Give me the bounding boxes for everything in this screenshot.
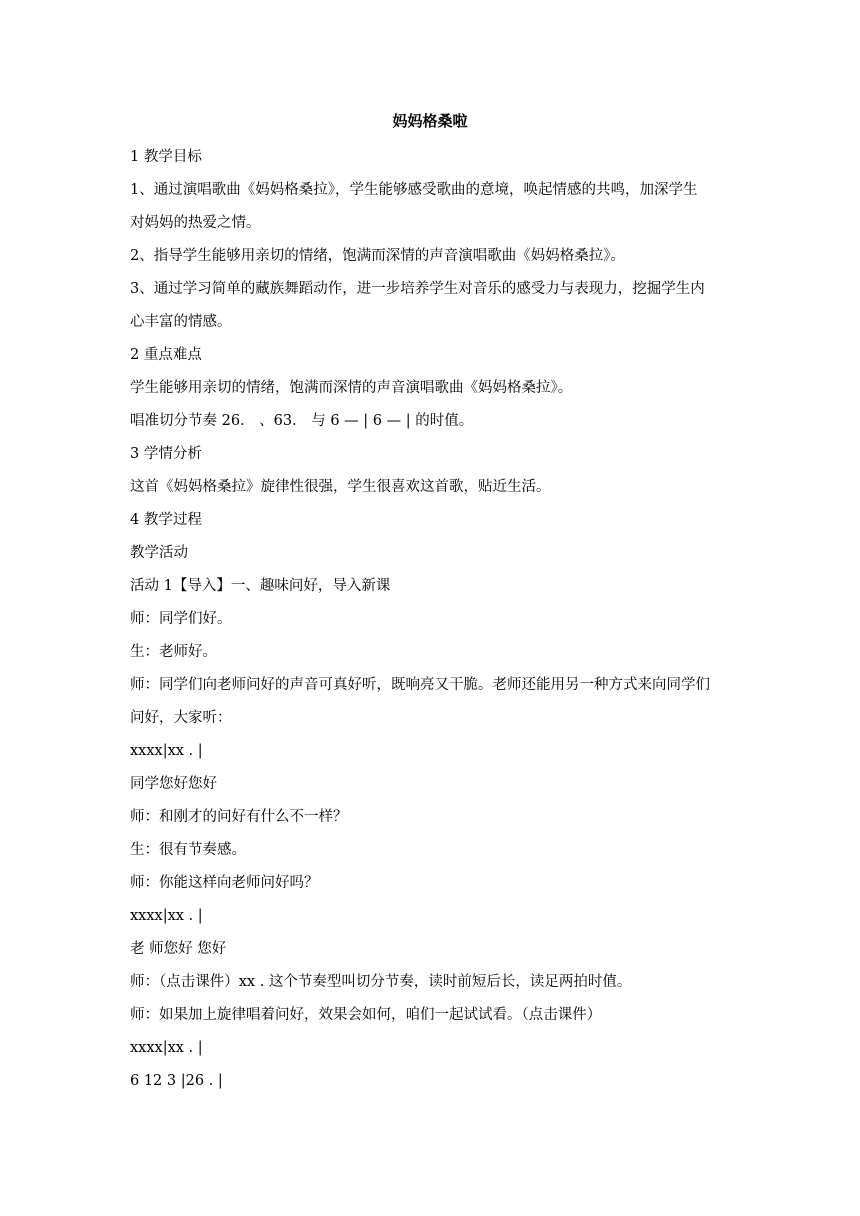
rhythm-notation: xxxx|xx . | xyxy=(130,1040,203,1056)
paragraph-line: 唱准切分节奏 26． 、63． 与 6 — | 6 — | 的时值。 xyxy=(130,413,474,429)
paragraph-line: 对妈妈的热爱之情。 xyxy=(130,215,261,231)
paragraph-line: 老 师您好 您好 xyxy=(130,941,227,957)
paragraph-line: 师：同学们向老师问好的声音可真好听，既响亮又干脆。老师还能用另一种方式来向同学们 xyxy=(130,677,710,693)
paragraph-line: 2、指导学生能够用亲切的情绪，饱满而深情的声音演唱歌曲《妈妈格桑拉》。 xyxy=(130,248,625,264)
paragraph-line: 生：老师好。 xyxy=(130,644,217,660)
paragraph-line: 师：你能这样向老师问好吗？ xyxy=(130,875,319,891)
document-body xyxy=(130,141,740,1098)
paragraph-line: 生：很有节奏感。 xyxy=(130,842,246,858)
paragraph-line: 3、通过学习简单的藏族舞蹈动作，进一步培养学生对音乐的感受力与表现力，挖掘学生内 xyxy=(130,281,705,297)
paragraph-line: 师：同学们好。 xyxy=(130,611,232,627)
paragraph-line: 师：（点击课件）xx . 这个节奏型叫切分节奏，读时前短后长，读足两拍时值。 xyxy=(130,974,632,990)
paragraph-line: 心丰富的情感。 xyxy=(130,314,232,330)
paragraph-line: 师：和刚才的问好有什么不一样？ xyxy=(130,809,348,825)
paragraph-line: 这首《妈妈格桑拉》旋律性很强，学生很喜欢这首歌，贴近生活。 xyxy=(130,479,551,495)
section-heading-analysis: 3 学情分析 xyxy=(130,446,202,462)
paragraph-line: 问好，大家听： xyxy=(130,710,232,726)
document-title: 妈妈格桑啦 xyxy=(392,112,468,130)
paragraph-line: 活动 1【导入】一、趣味问好，导入新课 xyxy=(130,578,391,594)
section-heading-objectives: 1 教学目标 xyxy=(130,149,202,165)
paragraph-line: 师：如果加上旋律唱着问好，效果会如何，咱们一起试试看。（点击课件） xyxy=(130,1007,602,1023)
rhythm-notation: xxxx|xx . | xyxy=(130,743,203,759)
paragraph-line: 1、通过演唱歌曲《妈妈格桑拉》，学生能够感受歌曲的意境，唤起情感的共鸣，加深学生 xyxy=(130,182,698,198)
section-heading-key-points: 2 重点难点 xyxy=(130,347,202,363)
paragraph-line: 同学您好您好 xyxy=(130,776,217,792)
rhythm-notation: xxxx|xx . | xyxy=(130,908,203,924)
paragraph-line: 学生能够用亲切的情绪，饱满而深情的声音演唱歌曲《妈妈格桑拉》。 xyxy=(130,380,573,396)
melody-notation: 6 12 3 |26 . | xyxy=(130,1073,223,1089)
paragraph-line: 教学活动 xyxy=(130,545,188,561)
section-heading-process: 4 教学过程 xyxy=(130,512,202,528)
